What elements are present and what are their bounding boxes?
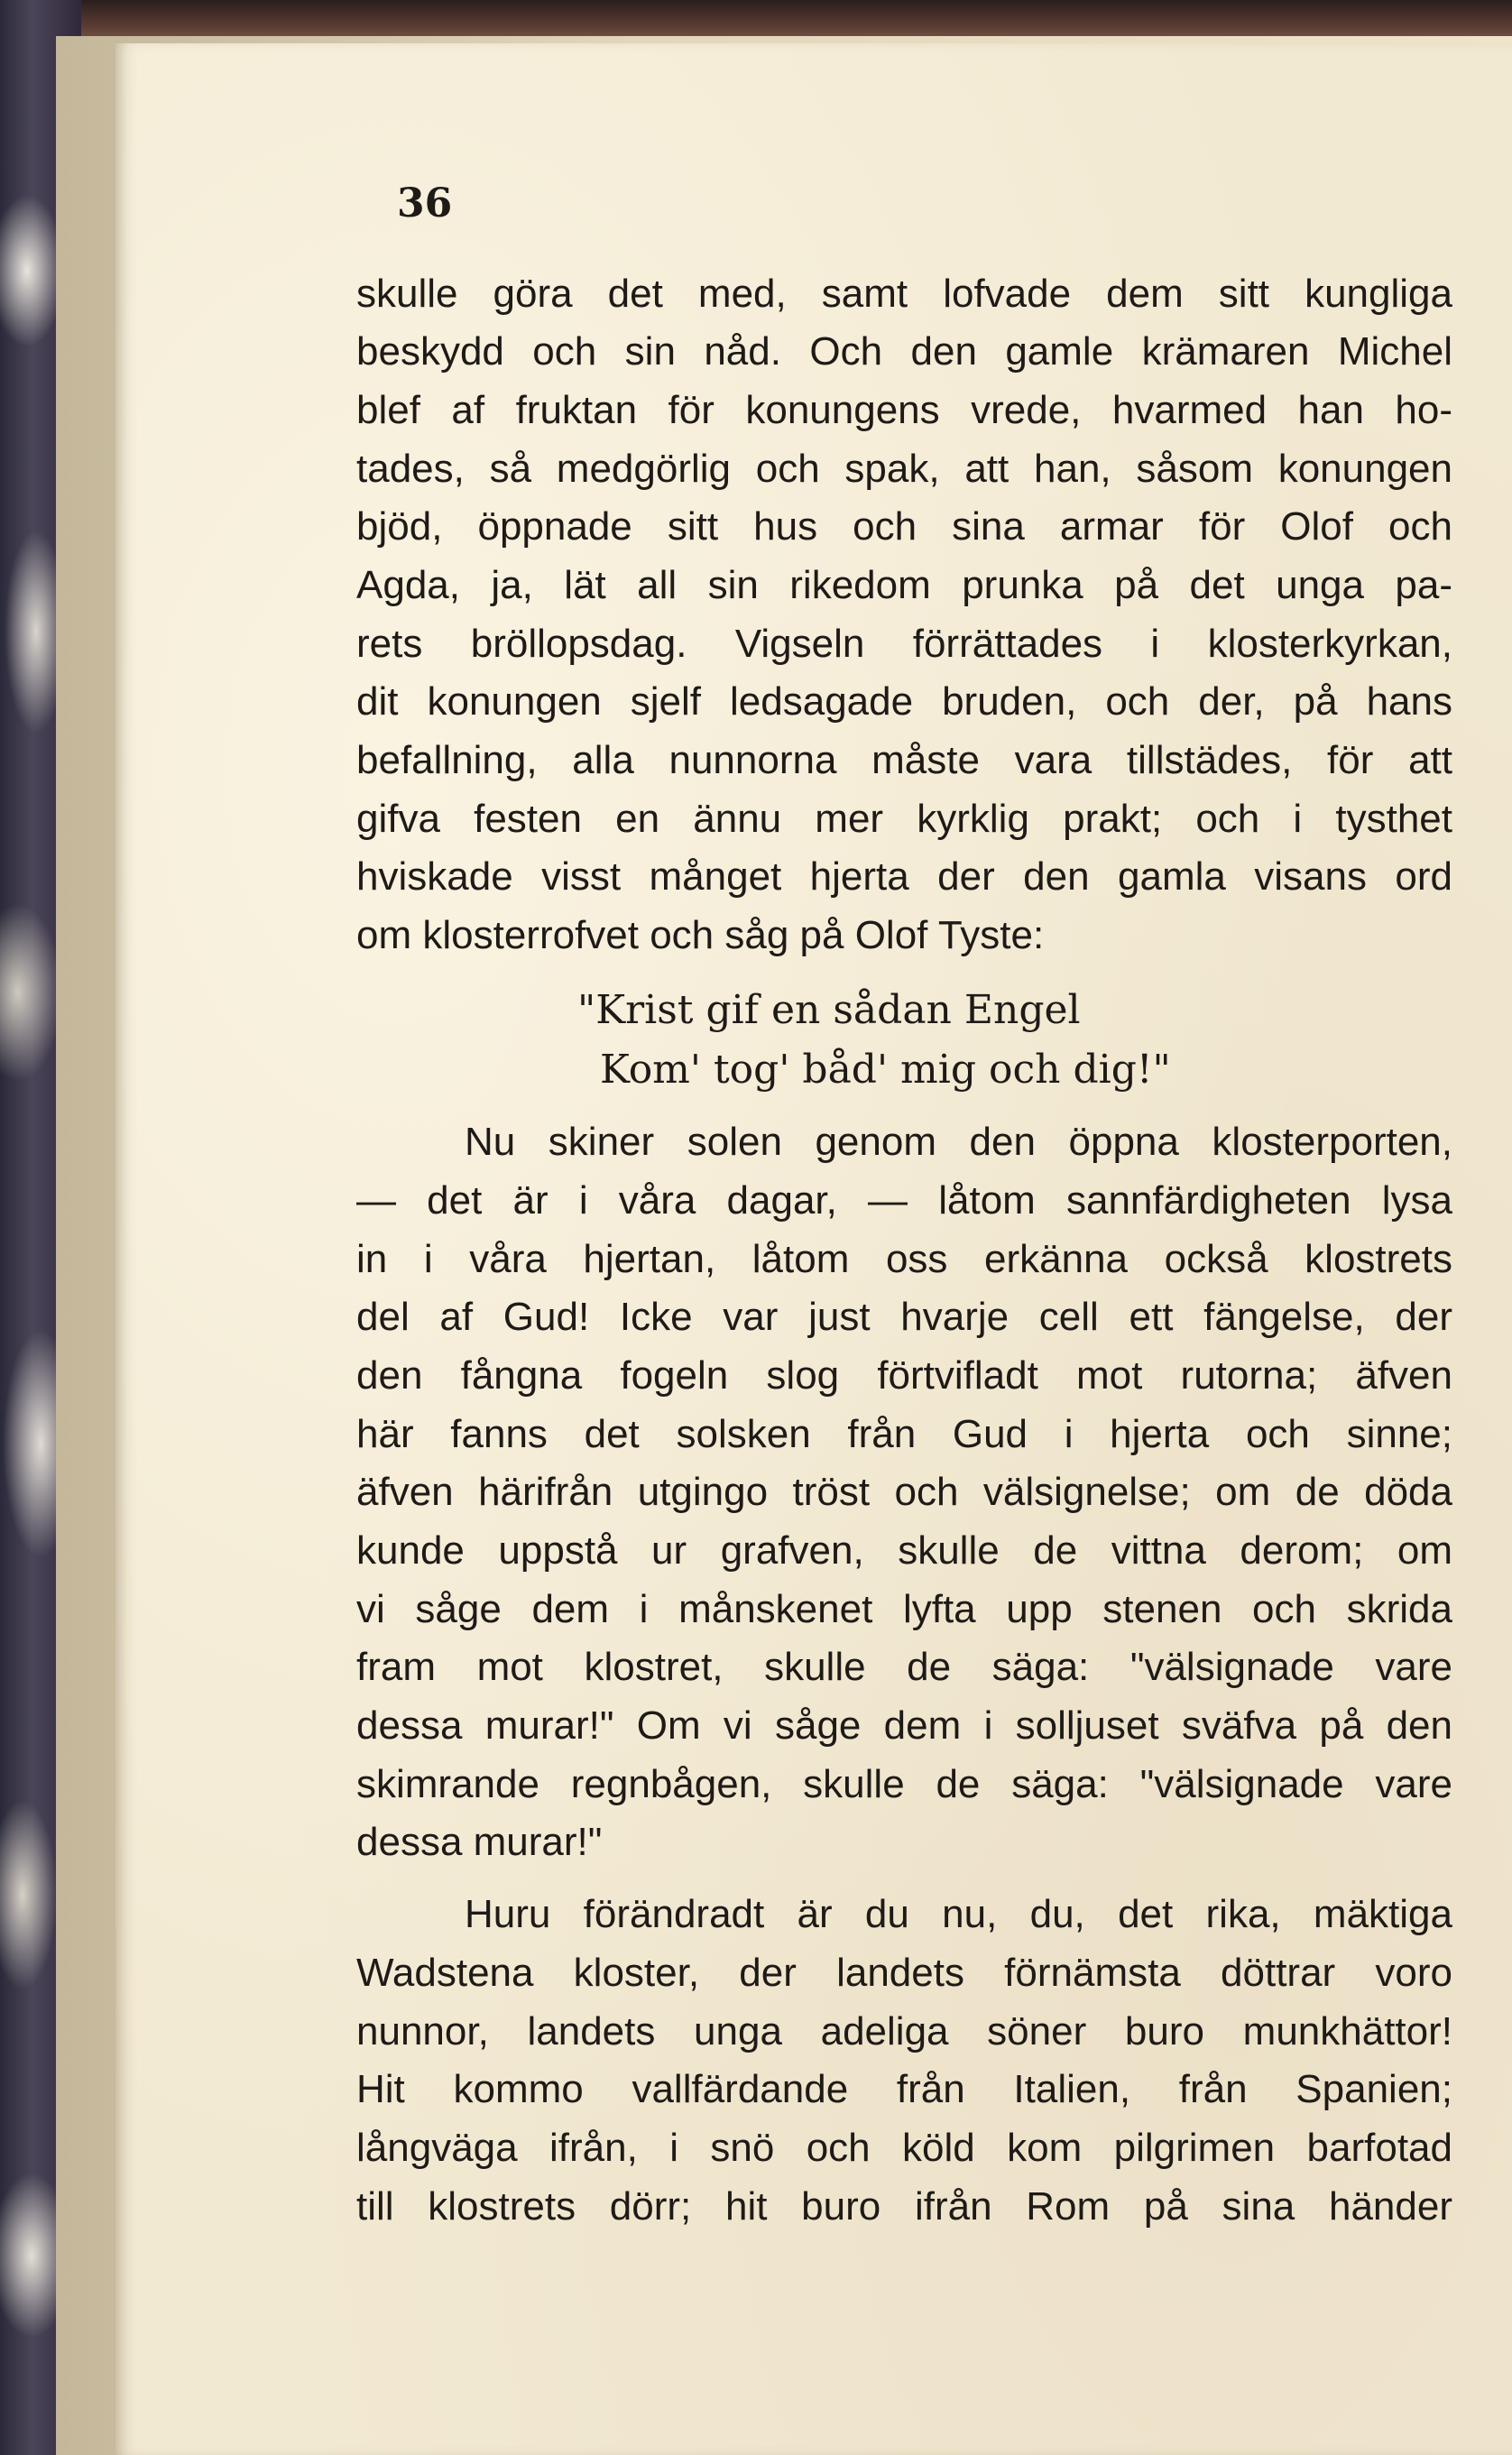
text-line-29: Hit kommo vallfärdande från Italien, från Spanien; <box>356 2067 1452 2111</box>
text-line-7: rets bröllopsdag. Vigseln förrättades i klosterkyrkan, <box>356 622 1452 666</box>
text-line-23: dessa murar!" Om vi såge dem i solljuset sväfva på den <box>356 1703 1452 1748</box>
page-number: 36 <box>397 180 453 226</box>
text-line-27: Wadstena kloster, der landets förnämsta döttrar voro <box>356 1951 1452 1995</box>
text-line-2: beskydd och sin nåd. Och den gamle krämaren Michel <box>356 329 1452 374</box>
text-line-20: kunde uppstå ur grafven, skulle de vittna derom; om <box>356 1528 1452 1573</box>
text-line-17: den fångna fogeln slog förtvifladt mot rutorna; äfven <box>356 1353 1452 1398</box>
text-line-6: Agda, ja, lät all sin rikedom prunka på det unga pa- <box>356 563 1452 607</box>
text-line-24: skimrande regnbågen, skulle de säga: "välsignade vare <box>356 1762 1452 1806</box>
text-line-13: Nu skiner solen genom den öppna klosterporten, <box>465 1120 1452 1164</box>
text-line-19: äfven härifrån utgingo tröst och välsignelse; om de döda <box>356 1470 1452 1514</box>
text-line-22: fram mot klostret, skulle de säga: "välsignade vare <box>356 1645 1452 1689</box>
text-line-9: befallning, alla nunnorna måste vara tillstädes, för att <box>356 738 1452 782</box>
text-line-3: blef af fruktan för konungens vrede, hvarmed han ho- <box>356 388 1452 432</box>
text-line-31: till klostrets dörr; hit buro ifrån Rom på sina händer <box>356 2184 1452 2229</box>
text-line-15: in i våra hjertan, låtom oss erkänna också klostrets <box>356 1237 1452 1281</box>
text-line-28: nunnor, landets unga adeliga söner buro munkhättor! <box>356 2009 1452 2054</box>
text-line-11: hviskade visst månget hjerta der den gamla visans ord <box>356 854 1452 899</box>
text-line-26: Huru förändradt är du nu, du, det rika, mäktiga <box>465 1892 1452 1936</box>
text-line-4: tades, så medgörlig och spak, att han, såsom konungen <box>356 447 1452 491</box>
text-line-12: om klosterrofvet och såg på Olof Tyste: <box>356 913 1045 957</box>
verse-line-2: Kom' tog' båd' mig och dig!" <box>600 1047 1171 1093</box>
text-line-25: dessa murar!" <box>356 1820 603 1864</box>
text-line-14: — det är i våra dagar, — låtom sannfärdigheten lysa <box>356 1178 1452 1223</box>
text-line-10: gifva festen en ännu mer kyrklig prakt; och i tysthet <box>356 797 1452 841</box>
text-line-1: skulle göra det med, samt lofvade dem sitt kungliga <box>356 272 1452 316</box>
text-line-18: här fanns det solsken från Gud i hjerta och sinne; <box>356 1412 1452 1456</box>
text-line-16: del af Gud! Icke var just hvarje cell ett fängelse, der <box>356 1295 1452 1339</box>
text-line-8: dit konungen sjelf ledsagade bruden, och der, på hans <box>356 679 1452 724</box>
text-line-30: långväga ifrån, i snö och köld kom pilgrimen barfotad <box>356 2126 1452 2170</box>
text-line-21: vi såge dem i månskenet lyfta upp stenen och skrida <box>356 1587 1452 1631</box>
text-line-5: bjöd, öppnade sitt hus och sina armar för Olof och <box>356 504 1452 549</box>
verse-line-1: "Krist gif en sådan Engel <box>577 987 1081 1033</box>
